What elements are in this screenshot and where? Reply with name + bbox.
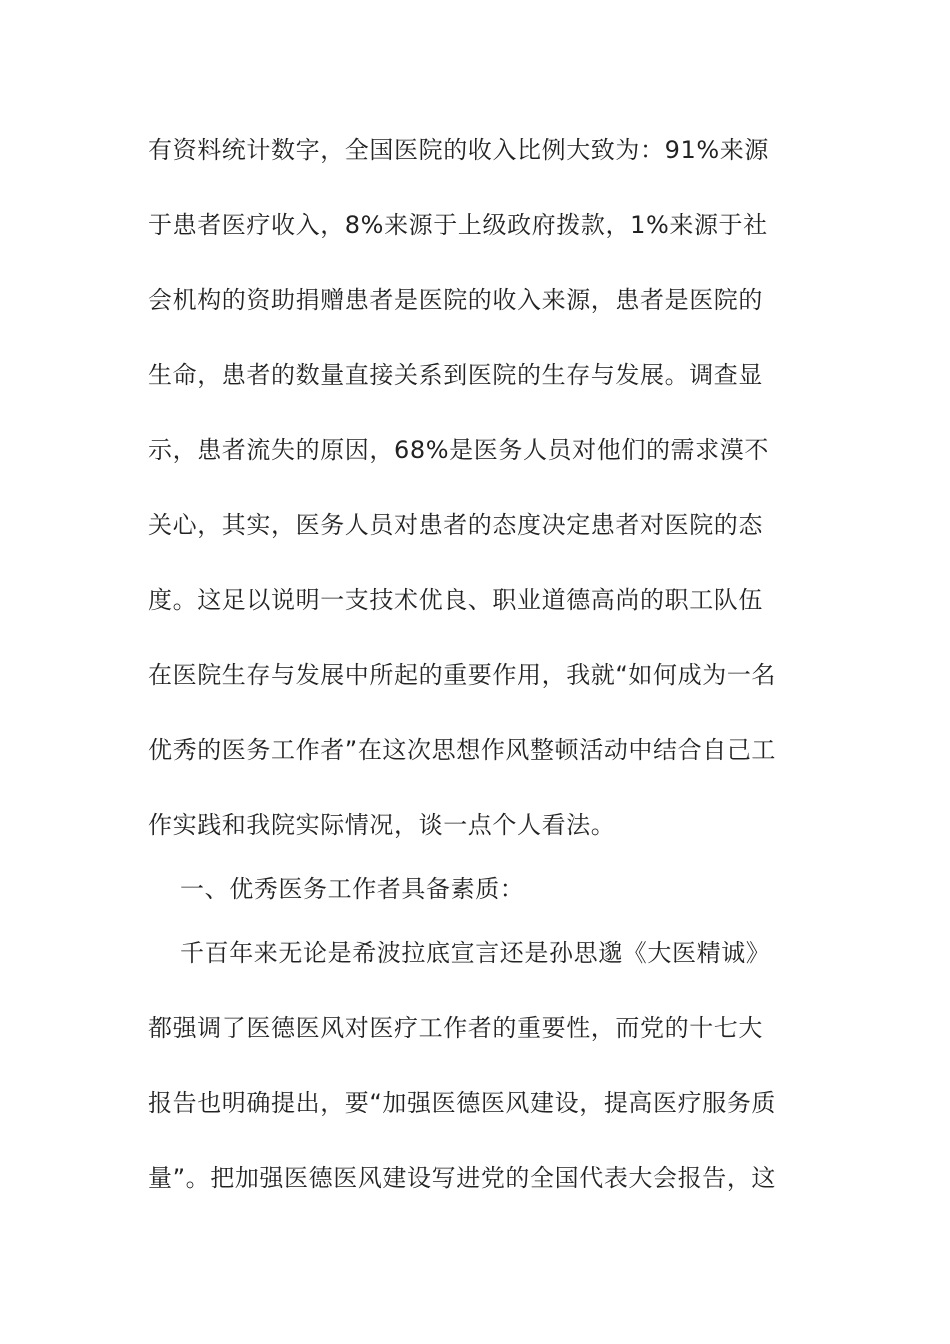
section-heading: 一、优秀医务工作者具备素质： (180, 875, 525, 903)
paragraph-line: 生命，患者的数量直接关系到医院的生存与发展。调查显 (148, 361, 763, 389)
paragraph-line: 千百年来无论是希波拉底宣言还是孙思邈《大医精诚》 (180, 939, 771, 967)
paragraph-line: 都强调了医德医风对医疗工作者的重要性，而党的十七大 (148, 1014, 763, 1042)
paragraph-line: 在医院生存与发展中所起的重要作用，我就“如何成为一名 (148, 661, 777, 689)
paragraph-line: 有资料统计数字，全国医院的收入比例大致为：91%来源 (148, 136, 769, 164)
paragraph-line: 作实践和我院实际情况，谈一点个人看法。 (148, 811, 616, 839)
paragraph-line: 优秀的医务工作者”在这次思想作风整顿活动中结合自己工 (148, 736, 777, 764)
paragraph-line: 量”。把加强医德医风建设写进党的全国代表大会报告，这 (148, 1164, 777, 1192)
paragraph-line: 于患者医疗收入，8%来源于上级政府拨款，1%来源于社 (148, 211, 768, 239)
paragraph-line: 示，患者流失的原因，68%是医务人员对他们的需求漠不 (148, 436, 769, 464)
paragraph-line: 关心，其实，医务人员对患者的态度决定患者对医院的态 (148, 511, 763, 539)
paragraph-line: 报告也明确提出，要“加强医德医风建设，提高医疗服务质 (148, 1089, 777, 1117)
paragraph-line: 度。这足以说明一支技术优良、职业道德高尚的职工队伍 (148, 586, 763, 614)
paragraph-line: 会机构的资助捐赠患者是医院的收入来源，患者是医院的 (148, 286, 763, 314)
